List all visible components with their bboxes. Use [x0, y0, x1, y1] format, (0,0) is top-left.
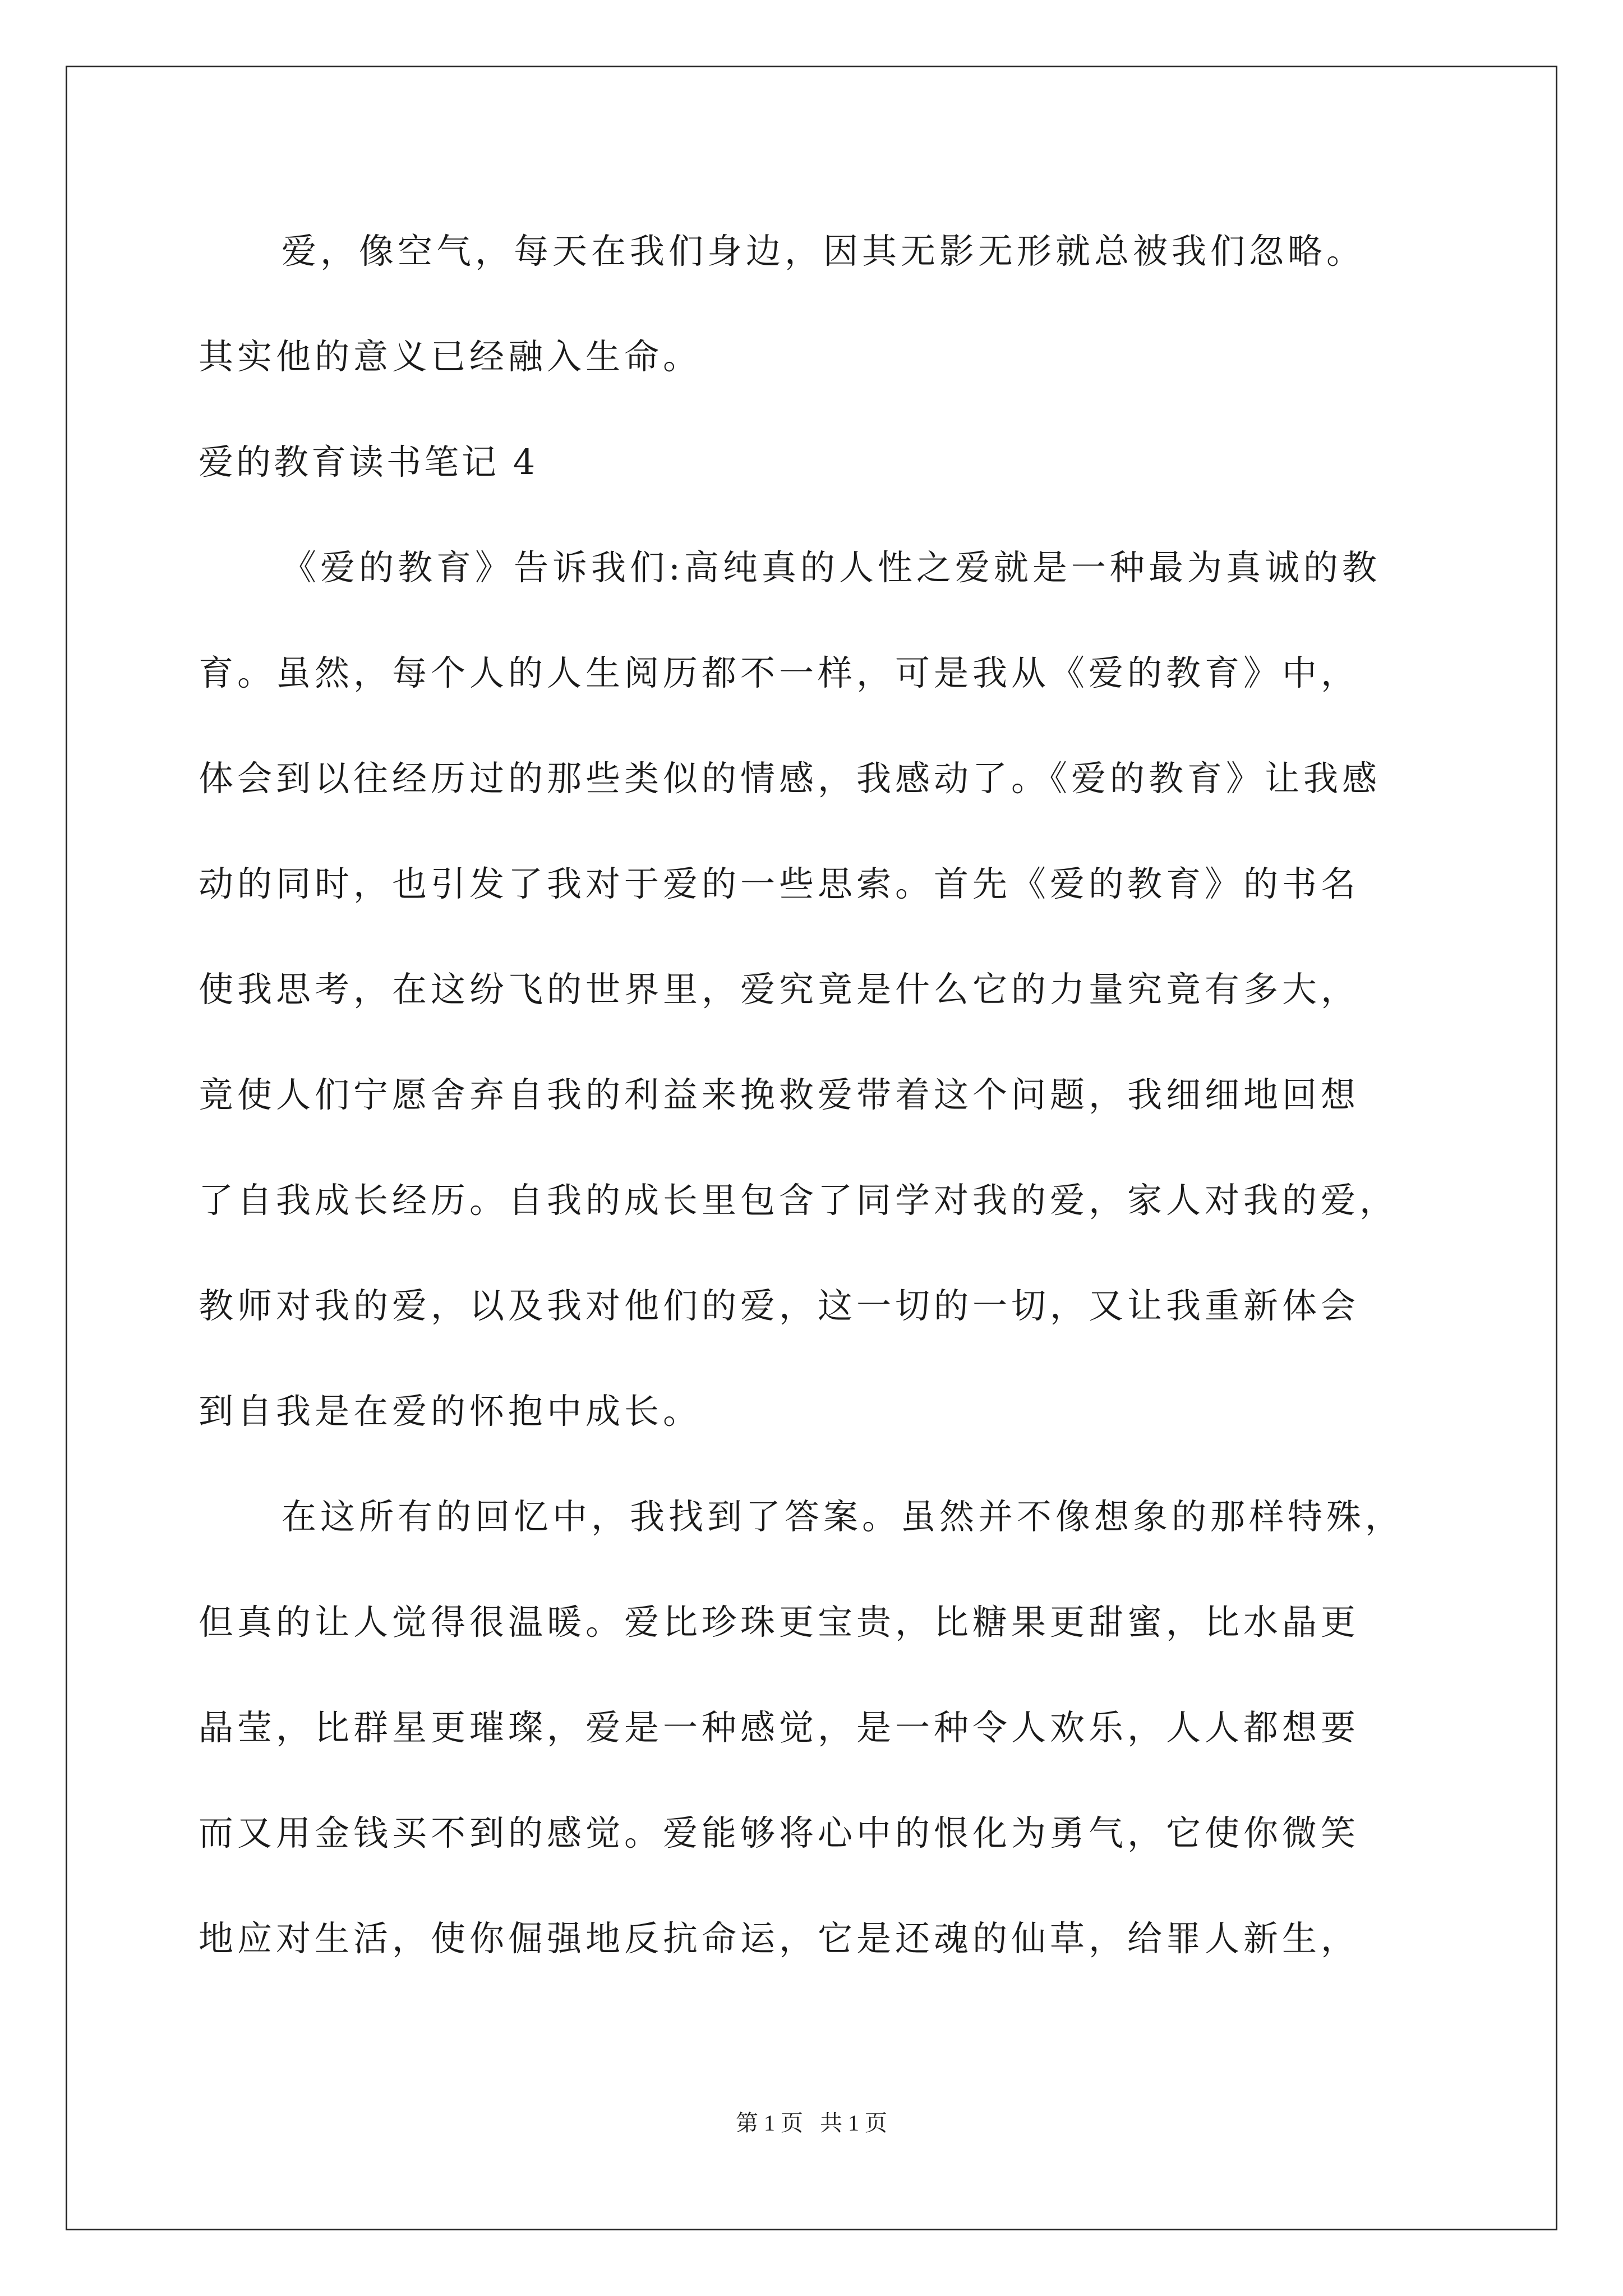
text-line: 竟使人们宁愿舍弃自我的利益来挽救爱带着这个问题，我细细地回想 — [199, 1074, 1360, 1115]
text-line: 体会到以往经历过的那些类似的情感，我感动了。《爱的教育》让我感 — [199, 758, 1381, 799]
text-line: 教师对我的爱，以及我对他们的爱，这一切的一切，又让我重新体会 — [199, 1285, 1360, 1326]
text-line: 育。虽然，每个人的人生阅历都不一样，可是我从《爱的教育》中， — [199, 652, 1360, 693]
text-line: 动的同时，也引发了我对于爱的一些思索。首先《爱的教育》的书名 — [199, 863, 1360, 904]
text-line: 其实他的意义已经融入生命。 — [199, 336, 702, 377]
page-number-footer: 第 1 页 共 1 页 — [736, 2110, 887, 2136]
text-line: 使我思考，在这纷飞的世界里，爱究竟是什么它的力量究竟有多大， — [199, 969, 1360, 1010]
text-line: 了自我成长经历。自我的成长里包含了同学对我的爱，家人对我的爱， — [199, 1180, 1399, 1221]
text-line: 到自我是在爱的怀抱中成长。 — [199, 1391, 702, 1432]
text-line: 《爱的教育》告诉我们:高纯真的人性之爱就是一种最为真诚的教 — [282, 547, 1381, 588]
text-line: 但真的让人觉得很温暖。爱比珍珠更宝贵，比糖果更甜蜜，比水晶更 — [199, 1602, 1360, 1642]
document-body — [199, 219, 1432, 2012]
text-line: 晶莹，比群星更璀璨，爱是一种感觉，是一种令人欢乐，人人都想要 — [199, 1707, 1360, 1748]
text-line: 而又用金钱买不到的感觉。爱能够将心中的恨化为勇气，它使你微笑 — [199, 1812, 1360, 1853]
text-line: 在这所有的回忆中，我找到了答案。虽然并不像想象的那样特殊， — [282, 1496, 1404, 1537]
section-heading: 爱的教育读书笔记 4 — [199, 441, 538, 482]
text-line: 地应对生活，使你倔强地反抗命运，它是还魂的仙草，给罪人新生， — [199, 1918, 1360, 1959]
text-line: 爱，像空气，每天在我们身边，因其无影无形就总被我们忽略。 — [282, 231, 1366, 272]
